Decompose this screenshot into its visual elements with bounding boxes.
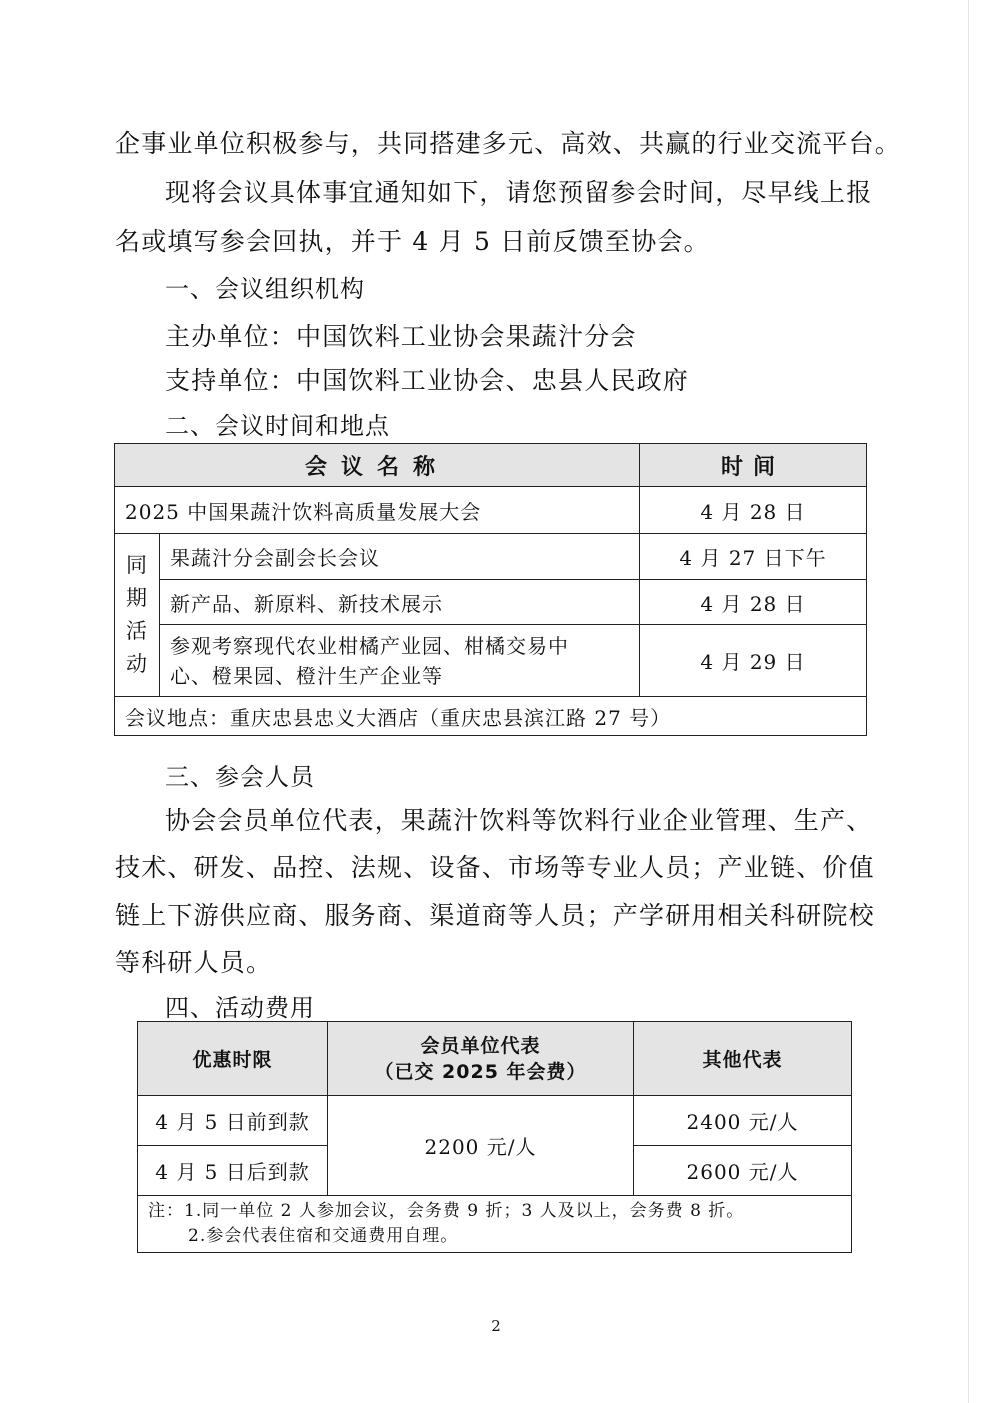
header-member-representative: 会员单位代表 （已交 2025 年会费） [328, 1022, 634, 1096]
paragraph-intro-end: 企事业单位积极参与，共同搭建多元、高效、共赢的行业交流平台。 [115, 129, 902, 158]
other-fee-late: 2600 元/人 [634, 1146, 852, 1196]
side-event-time: 4 月 28 日 [640, 580, 867, 625]
paragraph-notice-line-2: 名或填写参会回执，并于 4 月 5 日前反馈至协会。 [115, 227, 710, 256]
meeting-venue: 会议地点：重庆忠县忠义大酒店（重庆忠县滨江路 27 号） [115, 697, 867, 736]
side-event-name: 新产品、新原料、新技术展示 [160, 580, 640, 625]
header-other-representative: 其他代表 [634, 1022, 852, 1096]
attendees-line-4: 等科研人员。 [115, 948, 273, 977]
page-number: 2 [491, 1317, 501, 1335]
fee-table [137, 1021, 852, 1253]
table-row [115, 625, 867, 697]
member-fee: 2200 元/人 [328, 1096, 634, 1196]
header-meeting-name: 会议名称 [115, 444, 640, 487]
main-event-time: 4 月 28 日 [640, 487, 867, 534]
meeting-schedule-table [114, 443, 867, 736]
supporting-organizer: 支持单位：中国饮料工业协会、忠县人民政府 [165, 366, 690, 395]
period-late: 4 月 5 日后到款 [138, 1146, 328, 1196]
host-organizer: 主办单位：中国饮料工业协会果蔬汁分会 [165, 322, 637, 351]
other-fee-early: 2400 元/人 [634, 1096, 852, 1146]
header-discount-period: 优惠时限 [138, 1022, 328, 1096]
attendees-line-1: 协会会员单位代表，果蔬汁饮料等饮料行业企业管理、生产、 [165, 806, 873, 835]
main-event-name: 2025 中国果蔬汁饮料高质量发展大会 [115, 487, 640, 534]
fee-note-2: 2.参会代表住宿和交通费用自理。 [188, 1226, 459, 1246]
period-early: 4 月 5 日前到款 [138, 1096, 328, 1146]
fee-note-1: 注：1.同一单位 2 人参加会议，会务费 9 折；3 人及以上，会务费 8 折。 [148, 1201, 745, 1221]
attendees-line-2: 技术、研发、品控、法规、设备、市场等专业人员；产业链、价值 [115, 853, 875, 882]
scan-edge-line [968, 0, 969, 1403]
section-heading-attendees: 三、参会人员 [165, 763, 315, 791]
table-row [115, 580, 867, 625]
side-event-name: 果蔬汁分会副会长会议 [160, 534, 640, 580]
header-time: 时间 [640, 444, 867, 487]
concurrent-activities-label: 同 期 活 动 [115, 534, 160, 697]
table-row [115, 487, 867, 534]
fee-notes [138, 1196, 852, 1253]
table-row [138, 1096, 852, 1146]
section-heading-organization: 一、会议组织机构 [165, 275, 365, 303]
side-event-name: 参观考察现代农业柑橘产业园、柑橘交易中 心、橙果园、橙汁生产企业等 [160, 625, 640, 697]
section-heading-fees: 四、活动费用 [165, 994, 315, 1022]
attendees-line-3: 链上下游供应商、服务商、渠道商等人员；产学研用相关科研院校 [115, 901, 875, 930]
paragraph-notice-line-1: 现将会议具体事宜通知如下，请您预留参会时间，尽早线上报 [165, 178, 873, 207]
section-heading-time-place: 二、会议时间和地点 [165, 412, 390, 440]
side-event-time: 4 月 27 日下午 [640, 534, 867, 580]
table-row [115, 534, 867, 580]
side-event-time: 4 月 29 日 [640, 625, 867, 697]
